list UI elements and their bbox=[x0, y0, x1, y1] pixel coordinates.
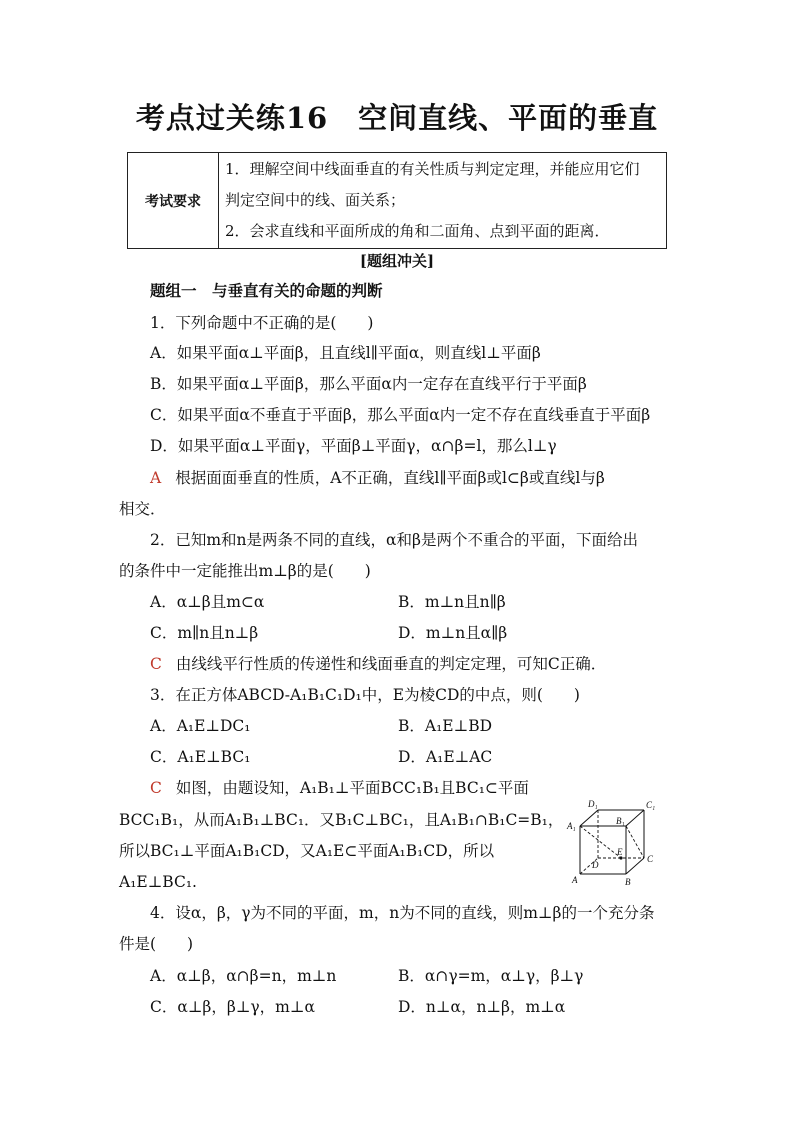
q1-answer: A bbox=[150, 469, 162, 487]
q3-stem: 3．在正方体ABCD-A₁B₁C₁D₁中，E为棱CD的中点，则( ) bbox=[150, 686, 580, 704]
q4-stem-line-2: 件是( ) bbox=[119, 935, 194, 953]
label-c1: C₁ bbox=[646, 800, 656, 810]
q2-stem-line-1: 2．已知m和n是两条不同的直线，α和β是两个不重合的平面，下面给出 bbox=[150, 531, 638, 549]
q3-answer: C bbox=[150, 779, 162, 797]
requirement-line-3: 2．会求直线和平面所成的角和二面角、点到平面的距离． bbox=[225, 222, 610, 240]
q3-explain-line-3: 所以BC₁⊥平面A₁B₁CD，又A₁E⊂平面A₁B₁CD，所以 bbox=[119, 842, 495, 860]
label-d1: D₁ bbox=[588, 799, 598, 809]
label-a: A bbox=[572, 875, 578, 885]
q3-option-b: B．A₁E⊥BD bbox=[398, 717, 493, 735]
q1-option-d: D．如果平面α⊥平面γ，平面β⊥平面γ，α∩β=l，那么l⊥γ bbox=[150, 437, 557, 455]
q2-explanation bbox=[150, 654, 606, 674]
q1-explanation bbox=[150, 468, 605, 488]
label-c: C bbox=[647, 854, 654, 864]
edge-c1-b1 bbox=[626, 810, 644, 826]
hidden-segment-a1-e bbox=[580, 826, 621, 858]
edge-a1-d1 bbox=[580, 810, 598, 826]
q1-stem: 1．下列命题中不正确的是( ) bbox=[150, 314, 374, 332]
requirements-label: 考试要求 bbox=[128, 153, 219, 249]
page-title: 考点过关练16 空间直线、平面的垂直 bbox=[135, 101, 659, 135]
q3-explain-line-2: BCC₁B₁，从而A₁B₁⊥BC₁．又B₁C⊥BC₁，且A₁B₁∩B₁C=B₁， bbox=[119, 811, 564, 829]
q2-option-a: A．α⊥β且m⊂α bbox=[150, 593, 265, 611]
q1-explain-line-1: 根据面面垂直的性质，A不正确，直线l∥平面β或l⊂β或直线l与β bbox=[175, 469, 605, 487]
q1-explain-line-2: 相交． bbox=[119, 500, 166, 518]
requirement-line-1: 1．理解空间中线面垂直的有关性质与判定定理，并能应用它们 bbox=[225, 160, 640, 178]
label-b1: B₁ bbox=[616, 816, 625, 826]
edge-c-b bbox=[626, 858, 644, 874]
q2-stem-line-2: 的条件中一定能推出m⊥β的是( ) bbox=[119, 562, 371, 580]
requirements-table bbox=[127, 152, 667, 249]
q3-option-d: D．A₁E⊥AC bbox=[398, 748, 493, 766]
hidden-segment-b1-c bbox=[626, 826, 644, 858]
label-e: E bbox=[617, 847, 623, 857]
cube-figure bbox=[566, 796, 666, 888]
q2-option-c: C．m∥n且n⊥β bbox=[150, 624, 259, 642]
q1-option-a: A．如果平面α⊥平面β，且直线l∥平面α，则直线l⊥平面β bbox=[150, 344, 541, 362]
q2-answer: C bbox=[150, 655, 162, 673]
q2-explain-text: 由线线平行性质的传递性和线面垂直的判定定理，可知C正确． bbox=[175, 655, 607, 673]
label-b: B bbox=[625, 877, 631, 887]
requirements-content bbox=[219, 153, 667, 249]
group-title: 题组一 与垂直有关的命题的判断 bbox=[150, 281, 383, 300]
q1-option-b: B．如果平面α⊥平面β，那么平面α内一定存在直线平行于平面β bbox=[150, 375, 587, 393]
section-tag: [题组冲关] bbox=[359, 252, 435, 270]
q4-stem-line-1: 4．设α，β，γ为不同的平面，m，n为不同的直线，则m⊥β的一个充分条 bbox=[150, 904, 655, 922]
label-a1: A₁ bbox=[567, 821, 576, 831]
q3-explanation bbox=[150, 778, 529, 798]
q2-option-b: B．m⊥n且n∥β bbox=[398, 593, 506, 611]
q3-explain-line-1: 如图，由题设知，A₁B₁⊥平面BCC₁B₁且BC₁⊂平面 bbox=[175, 779, 529, 797]
q1-option-c: C．如果平面α不垂直于平面β，那么平面α内一定不存在直线垂直于平面β bbox=[150, 406, 651, 424]
q4-option-c: C．α⊥β，β⊥γ，m⊥α bbox=[150, 998, 315, 1016]
q3-option-a: A．A₁E⊥DC₁ bbox=[150, 717, 251, 735]
q3-option-c: C．A₁E⊥BC₁ bbox=[150, 748, 251, 766]
label-d: D bbox=[592, 860, 599, 870]
q3-explain-line-4: A₁E⊥BC₁. bbox=[119, 873, 197, 891]
requirement-line-2: 判定空间中的线、面关系； bbox=[225, 191, 406, 209]
q2-option-d: D．m⊥n且α∥β bbox=[398, 624, 508, 642]
q4-option-b: B．α∩γ=m，α⊥γ，β⊥γ bbox=[398, 967, 584, 985]
q4-option-a: A．α⊥β，α∩β=n，m⊥n bbox=[150, 967, 337, 985]
q4-option-d: D．n⊥α，n⊥β，m⊥α bbox=[398, 998, 566, 1016]
